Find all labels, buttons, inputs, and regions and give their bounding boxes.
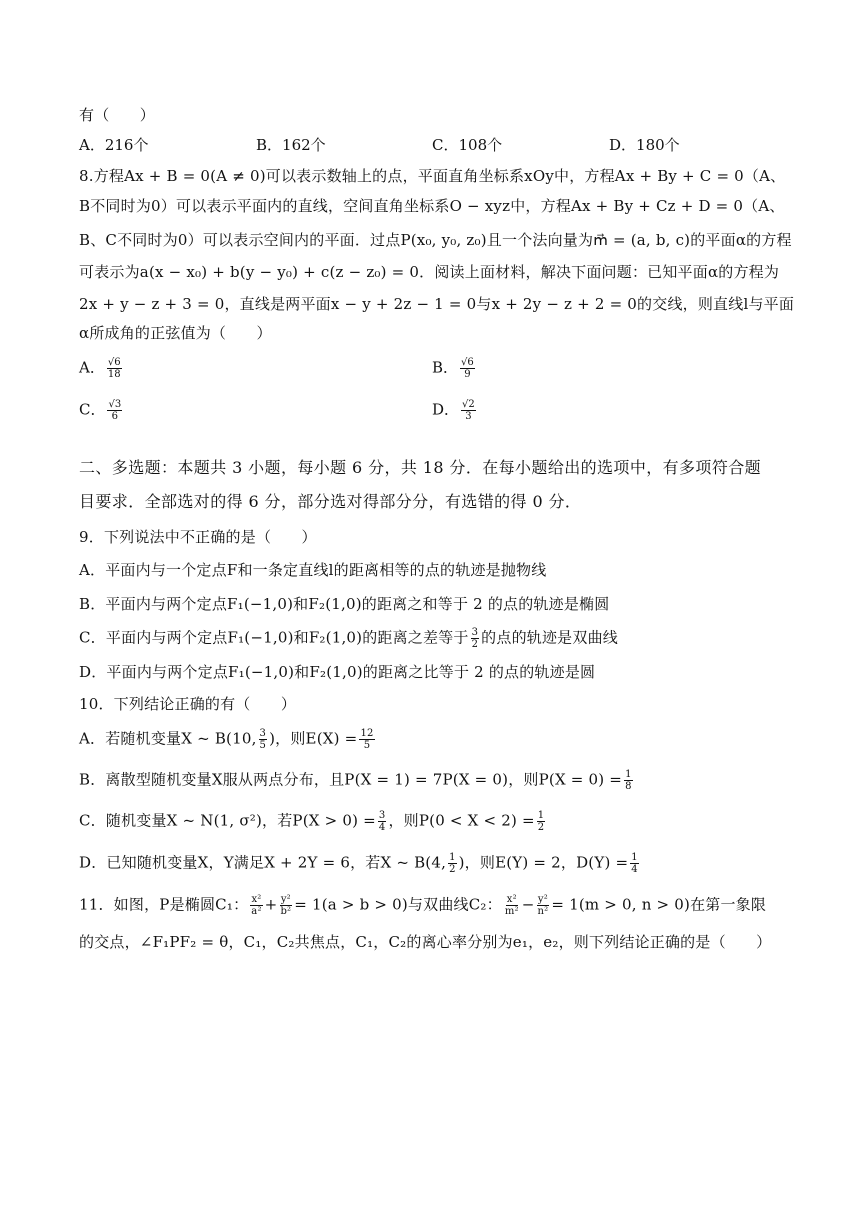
q11-fraction-y2-b2 <box>279 894 292 917</box>
q11-fraction-4-denominator: n² <box>537 906 549 917</box>
q11-fraction-1-denominator: a² <box>251 906 262 917</box>
q9-option-c-fraction <box>471 627 480 650</box>
q10-option-a-denominator-2: 5 <box>363 740 371 751</box>
q8-option-a-prefix: A． <box>79 358 105 377</box>
q8-line-6: α所成角的正弦值为（ ） <box>79 324 272 342</box>
q8-option-c-denominator: 6 <box>111 411 119 422</box>
q8-line-5: 2x + y − z + 3 = 0，直线是两平面x − y + 2z − 1 = 0与x + 2y − z + 2 = 0的交线，则直线l与平面 <box>79 295 795 313</box>
q10-option-d-middle: )，则E(Y) = 2，D(Y) = <box>458 853 629 872</box>
q8-line-4: 可表示为a(x − x₀) + b(y − y₀) + c(z − z₀) = 0．阅读上面材料，解决下面问题：已知平面α的方程为 <box>79 263 780 281</box>
q10-option-d-denominator-1: 2 <box>449 864 456 875</box>
q8-option-c <box>79 399 124 422</box>
q10-option-c-denominator-1: 4 <box>378 822 386 833</box>
q10-option-c-denominator-2: 2 <box>537 822 545 833</box>
q11-line-1 <box>79 894 766 917</box>
q10-option-d-fraction-1 <box>448 852 457 875</box>
q11-fraction-y2-n2 <box>537 894 550 917</box>
q10-option-a-numerator-1: 3 <box>259 728 267 739</box>
q9-option-a: A．平面内与一个定点F和一条定直线l的距离相等的点的轨迹是抛物线 <box>79 561 547 579</box>
q9-option-d: D．平面内与两个定点F₁(−1,0)和F₂(1,0)的距离之比等于 2 的点的轨迹是圆 <box>79 663 596 681</box>
q10-option-d-text: D．已知随机变量X，Y满足X + 2Y = 6，若X ~ B(4, <box>79 853 447 872</box>
q11-fraction-x2-a2 <box>250 894 262 917</box>
q10-option-c-numerator-2: 1 <box>537 810 545 821</box>
q8-option-a-numerator: √6 <box>107 357 121 368</box>
q10-option-b-fraction <box>624 769 633 792</box>
q11-fraction-4-numerator: y² <box>537 894 548 905</box>
q9-option-c-tail: 的点的轨迹是双曲线 <box>481 628 618 647</box>
q10-stem: 10．下列结论正确的有（ ） <box>79 695 297 713</box>
q8-option-d-prefix: D． <box>432 400 460 419</box>
q8-option-d-denominator: 3 <box>465 411 472 422</box>
q8-option-c-prefix: C． <box>79 400 106 419</box>
q8-option-d-fraction <box>461 399 476 422</box>
q10-option-c-fraction-1 <box>378 810 387 833</box>
q8-option-b <box>432 357 477 380</box>
prev-option-a: A．216个 <box>79 136 149 154</box>
q9-option-c-text: C．平面内与两个定点F₁(−1,0)和F₂(1,0)的距离之差等于 <box>79 628 469 647</box>
q9-option-c-denominator: 2 <box>471 639 479 650</box>
q10-option-d-denominator-2: 4 <box>631 864 638 875</box>
q11-line-1-tail: = 1(m > 0, n > 0)在第一象限 <box>551 895 767 914</box>
q8-option-d-numerator: √2 <box>462 399 475 410</box>
q10-option-a-fraction-2 <box>359 728 374 751</box>
q11-fraction-3-denominator: m² <box>504 906 519 917</box>
q9-stem: 9．下列说法中不正确的是（ ） <box>79 528 317 546</box>
q9-option-b: B．平面内与两个定点F₁(−1,0)和F₂(1,0)的距离之和等于 2 的点的轨迹是椭圆 <box>79 595 610 613</box>
q8-option-a-denominator: 18 <box>107 369 121 380</box>
q10-option-d-numerator-2: 1 <box>631 852 638 863</box>
q10-option-a-fraction-1 <box>259 728 268 751</box>
q8-option-c-fraction <box>107 399 122 422</box>
q11-plus-sign: + <box>264 895 278 914</box>
q11-minus-sign: − <box>521 895 535 914</box>
q10-option-c-text: C．随机变量X ~ N(1, σ²)，若P(X > 0) = <box>79 811 376 830</box>
q10-option-b <box>79 769 635 792</box>
q10-option-a-numerator-2: 12 <box>360 728 374 739</box>
q8-option-b-fraction <box>460 357 475 380</box>
prev-question-tail: 有（ ） <box>79 106 156 124</box>
q11-line-1-text: 11．如图，P是椭圆C₁： <box>79 895 249 914</box>
q10-option-a <box>79 728 377 751</box>
q8-line-1: 8.方程Ax + B = 0(A ≠ 0)可以表示数轴上的点，平面直角坐标系xOy中，方程Ax + By + C = 0（A、 <box>79 167 786 185</box>
q11-fraction-x2-m2 <box>504 894 520 917</box>
q8-option-b-denominator: 9 <box>464 369 471 380</box>
q10-option-c <box>79 810 547 833</box>
q8-line-2: B不同时为0）可以表示平面内的直线，空间直角坐标系O − xyz中，方程Ax + By + Cz + D = 0（A、 <box>79 197 785 215</box>
prev-option-c: C．108个 <box>432 136 503 154</box>
q8-option-c-numerator: √3 <box>108 399 122 410</box>
prev-option-d: D．180个 <box>609 136 680 154</box>
q10-option-b-text: B．离散型随机变量X服从两点分布，且P(X = 1) = 7P(X = 0)，则P(X = 0) = <box>79 770 623 789</box>
q8-option-b-prefix: B． <box>432 358 459 377</box>
q11-line-2: 的交点，∠F₁PF₂ = θ，C₁，C₂共焦点，C₁，C₂的离心率分别为e₁，e₂，则下列结论正确的是（ ） <box>79 933 772 951</box>
q8-option-d <box>432 399 478 422</box>
q8-option-a <box>79 357 124 380</box>
q10-option-c-numerator-1: 3 <box>378 810 386 821</box>
q10-option-a-denominator-1: 5 <box>259 740 267 751</box>
q10-option-b-numerator: 1 <box>625 769 632 780</box>
q8-line-3: B、C不同时为0）可以表示空间内的平面．过点P(x₀, y₀, z₀)且一个法向量为m⃗ = (a, b, c)的平面α的方程 <box>79 231 792 249</box>
q11-fraction-3-numerator: x² <box>506 894 517 905</box>
q10-option-a-text: A．若随机变量X ~ B(10, <box>79 729 257 748</box>
q11-fraction-2-numerator: y² <box>280 894 291 905</box>
section-2-heading-line-1: 二、多选题：本题共 3 小题，每小题 6 分，共 18 分．在每小题给出的选项中，有多项符合题 <box>79 458 762 477</box>
q10-option-b-denominator: 8 <box>625 781 632 792</box>
q8-option-b-numerator: √6 <box>461 357 474 368</box>
q11-line-1-middle: = 1(a > b > 0)与双曲线C₂： <box>294 895 502 914</box>
q10-option-c-middle: ，则P(0 < X < 2) = <box>388 811 535 830</box>
q8-option-a-fraction <box>107 357 122 380</box>
q9-option-c-numerator: 3 <box>471 627 479 638</box>
q10-option-c-fraction-2 <box>537 810 546 833</box>
prev-option-b: B．162个 <box>256 136 326 154</box>
q9-option-c <box>79 627 618 650</box>
q11-fraction-2-denominator: b² <box>280 906 292 917</box>
q10-option-d-numerator-1: 1 <box>449 852 456 863</box>
section-2-heading-line-2: 目要求．全部选对的得 6 分，部分选对得部分分，有选错的得 0 分． <box>79 492 582 511</box>
q10-option-d-fraction-2 <box>630 852 639 875</box>
q10-option-a-middle: )，则E(X) = <box>269 729 358 748</box>
q10-option-d <box>79 852 641 875</box>
q11-fraction-1-numerator: x² <box>251 894 262 905</box>
